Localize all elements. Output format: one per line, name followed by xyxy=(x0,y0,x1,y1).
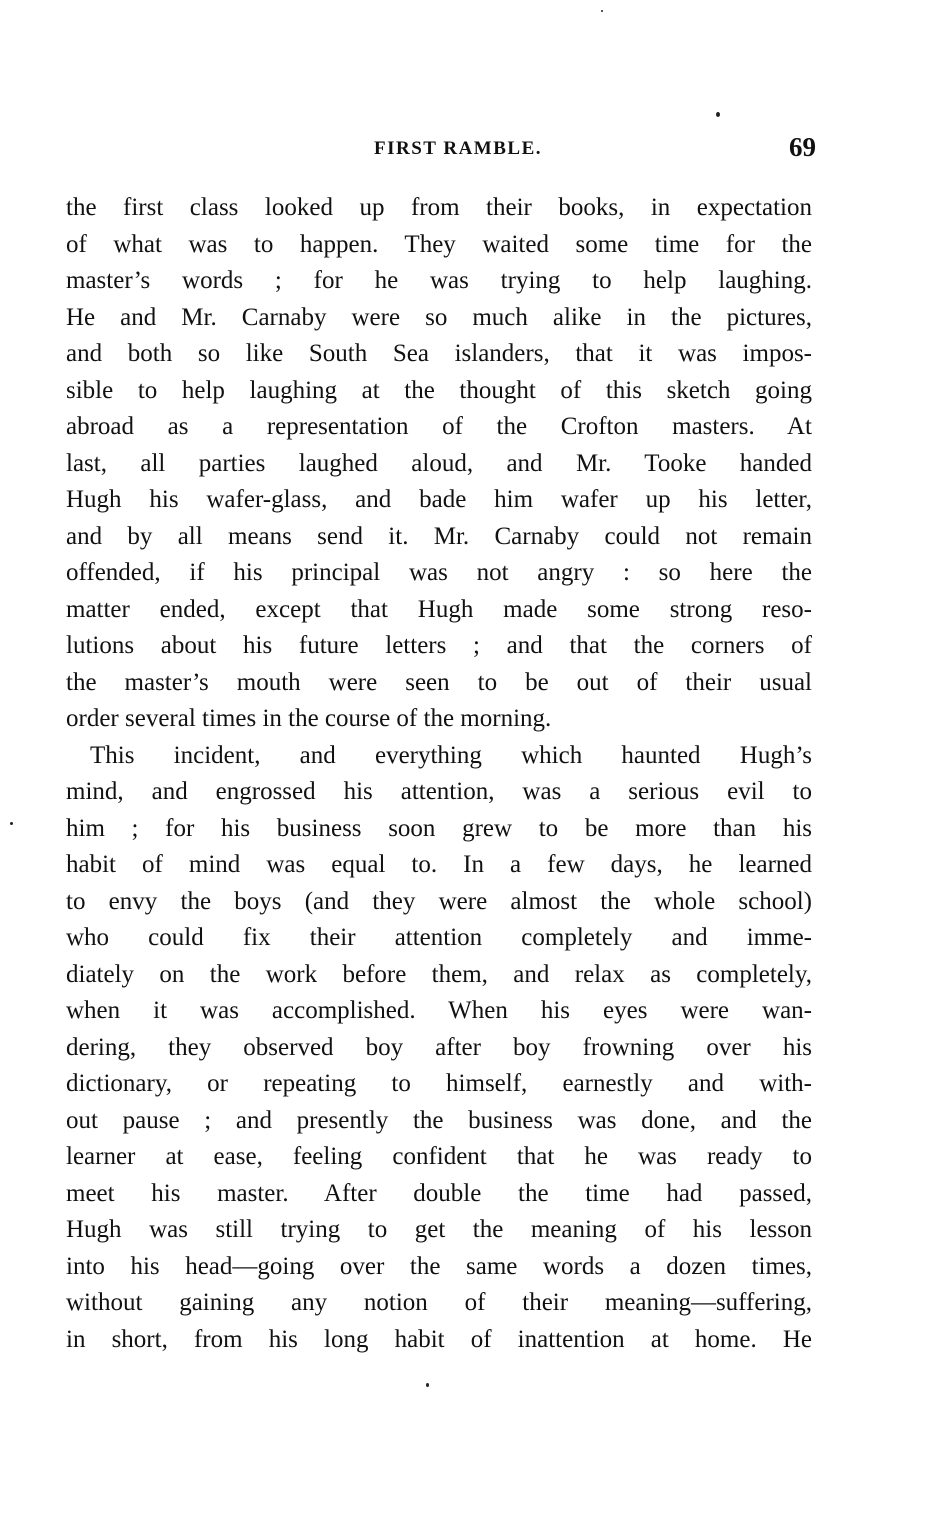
text-line: of what was to happen. They waited some time for the xyxy=(66,230,812,258)
text-line: He and Mr. Carnaby were so much alike in the pictures, xyxy=(66,303,812,331)
text-line: meet his master. After double the time had passed, xyxy=(66,1179,812,1207)
paragraph-2 xyxy=(66,738,812,1359)
text-line: last, all parties laughed aloud, and Mr. Tooke handed xyxy=(66,449,812,477)
text-line: when it was accomplished. When his eyes were wan- xyxy=(66,997,812,1024)
text-line: dering, they observed boy after boy frowning over his xyxy=(66,1033,812,1061)
text-line: dictionary, or repeating to himself, earnestly and with- xyxy=(66,1070,812,1097)
text-line: out pause ; and presently the business was done, and the xyxy=(66,1106,812,1134)
text-line: the first class looked up from their books, in expectation xyxy=(66,194,812,221)
text-line: without gaining any notion of their meaning—suffering, xyxy=(66,1289,812,1316)
text-line: Hugh was still trying to get the meaning of his lesson xyxy=(66,1216,812,1243)
text-line: abroad as a representation of the Crofton masters. At xyxy=(66,413,812,440)
text-line: order several times in the course of the morning. xyxy=(66,705,552,732)
paragraph-1 xyxy=(66,190,812,738)
text-line: who could fix their attention completely and imme- xyxy=(66,924,812,951)
text-line: offended, if his principal was not angry : so here the xyxy=(66,559,812,586)
body-text xyxy=(66,190,812,1358)
scan-speck xyxy=(426,1383,429,1387)
text-line: and by all means send it. Mr. Carnaby could not remain xyxy=(66,522,812,550)
text-line: in short, from his long habit of inattention at home. He xyxy=(66,1325,812,1353)
text-line: learner at ease, feeling confident that he was ready to xyxy=(66,1143,812,1170)
text-line: the master’s mouth were seen to be out of their usual xyxy=(66,668,812,696)
running-head xyxy=(66,132,816,168)
text-line: This incident, and everything which haunted Hugh’s xyxy=(90,741,812,769)
text-line: and both so like South Sea islanders, that it was impos- xyxy=(66,340,812,367)
text-line: lutions about his future letters ; and that the corners of xyxy=(66,632,812,659)
text-line: Hugh his wafer-glass, and bade him wafer up his letter, xyxy=(66,486,812,513)
text-line: to envy the boys (and they were almost the whole school) xyxy=(66,887,812,915)
running-head-title: FIRST RAMBLE. xyxy=(373,138,542,159)
text-line: master’s words ; for he was trying to help laughing. xyxy=(66,267,812,294)
text-line: into his head—going over the same words a dozen times, xyxy=(66,1252,812,1280)
scan-speck xyxy=(10,822,13,825)
scan-speck xyxy=(601,10,603,12)
text-line: diately on the work before them, and relax as completely, xyxy=(66,960,812,988)
text-line: sible to help laughing at the thought of this sketch going xyxy=(66,376,812,404)
text-line: habit of mind was equal to. In a few days, he learned xyxy=(66,851,812,878)
text-line: matter ended, except that Hugh made some strong reso- xyxy=(66,595,812,623)
scan-speck xyxy=(716,112,720,117)
text-line: him ; for his business soon grew to be more than his xyxy=(66,814,812,842)
text-line: mind, and engrossed his attention, was a serious evil to xyxy=(66,778,812,805)
page-number: 69 xyxy=(789,132,816,162)
